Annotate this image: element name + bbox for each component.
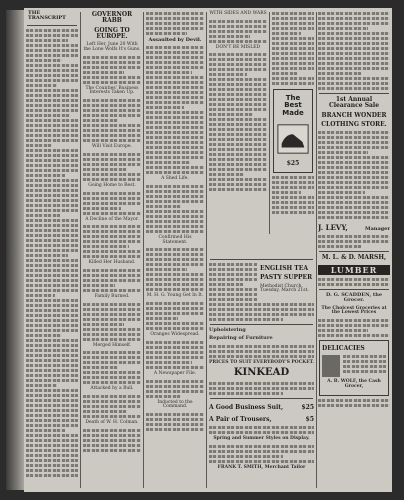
subhead: Going Home to Rest. <box>88 182 136 188</box>
column-2 <box>83 8 141 492</box>
merchant-tailor: FRANK T. SMITH, Merchant Tailor <box>217 465 306 471</box>
subhead: A Decline of the Mayor. <box>85 216 139 222</box>
column-rule <box>316 12 317 488</box>
choicest-groceries: The Choicest Groceries at the Lowest Prices <box>321 305 387 316</box>
subhead: A Shed Life. <box>161 176 189 182</box>
masthead: THE TRANSCRIPT <box>28 10 66 22</box>
delicacies-ad <box>319 340 389 396</box>
prices-pocket: PRICES TO SUIT EVERYBODY'S POCKET. <box>209 359 314 365</box>
lumber-banner: LUMBER <box>318 265 390 275</box>
headline-europe: GOING TO EUROPE. <box>94 26 130 40</box>
subhead: Oranges Widespread. <box>150 332 200 338</box>
column-rule <box>80 12 81 488</box>
newspaper-page <box>24 8 392 492</box>
page-binding-edge <box>6 10 24 490</box>
pair-of-trousers: A Pair of Trousers, <box>209 416 272 424</box>
subhead: Inducted to the Command. <box>157 399 193 410</box>
divider <box>319 289 389 290</box>
subhead: Family Burned. <box>94 293 130 299</box>
grocer-name: D. G. SCADDEN, the Grocer. <box>325 292 383 304</box>
good-business-suit: A Good Business Suit, <box>209 403 284 411</box>
best-made-title: The Best Made <box>282 94 304 117</box>
subhead: M. H. G. Young Get In It. <box>146 293 204 299</box>
subhead: Will Visit Europe. <box>92 144 132 150</box>
column-rule <box>269 12 270 234</box>
english-tea: ENGLISH TEA <box>260 265 308 272</box>
divider <box>319 93 389 94</box>
divider <box>210 259 313 260</box>
wolf-grocer: A. B. WOLF, the Cash Grocer, <box>327 379 381 390</box>
manager-name: J. LEVY, <box>318 223 348 233</box>
divider <box>210 324 313 325</box>
kinkead: KINKEAD <box>233 367 290 379</box>
divider <box>27 25 77 26</box>
subhead: A Newspaper File. <box>153 370 197 376</box>
column-3 <box>146 8 204 492</box>
delicacies-image <box>322 355 340 377</box>
shoe-icon <box>276 122 310 156</box>
best-made-ad <box>273 89 313 173</box>
divider <box>319 251 389 252</box>
column-5 <box>318 8 390 492</box>
divider <box>210 398 313 399</box>
shoe-image <box>276 120 310 158</box>
subhead: Killed Her Husband. <box>88 260 136 266</box>
column-1 <box>26 8 78 492</box>
headline-sides-wars: WITH SIDES AND WARS <box>209 11 267 16</box>
upholstering: Upholstering <box>209 327 246 333</box>
manager-line <box>318 221 390 235</box>
subhead: Confirmed His Statement. <box>158 234 192 245</box>
store-name-line2: CLOTHING STORE. <box>321 120 387 128</box>
subhead: The Counties' Business Interests Taken Up. <box>85 85 139 96</box>
headline-governor: GOVERNOR RABB <box>91 11 133 25</box>
methodist-church: Methodist Church, Tuesday, March 21st. <box>260 283 309 294</box>
headline-misled: DON'T BE MISLED <box>215 44 261 50</box>
store-name-line1: BRANCH WONDER <box>321 111 387 119</box>
price-trousers: $5 <box>305 416 314 424</box>
business-suit-row <box>209 402 314 414</box>
headline-assaulted: Assaulted by Devil. <box>148 37 202 43</box>
column-rule <box>143 12 144 488</box>
manager-title: Manager <box>365 226 390 233</box>
spring-styles: Spring and Summer Styles on Display. <box>213 436 310 442</box>
delicacies-title: DELICACIES <box>322 345 365 353</box>
repairing-furniture: Repairing of Furniture <box>209 335 273 342</box>
column-4 <box>209 8 267 253</box>
marsh-name: M. L. & D. MARSH, <box>321 254 387 262</box>
column-1-text <box>26 29 78 477</box>
subhead: Left Her, June 20 With the Lone Wolfs It's Guns. <box>83 42 141 52</box>
price-suit: $25 <box>301 403 314 411</box>
delicacies-body <box>322 355 386 377</box>
ad-price: $25 <box>286 160 300 168</box>
pasty-supper: PASTY SUPPER <box>260 274 313 282</box>
subhead: Merged Himself. <box>92 342 132 348</box>
subhead: Attacked by a Bull. <box>90 386 134 392</box>
tea-row <box>209 263 314 303</box>
column-4b <box>272 8 314 253</box>
subhead: Death of W. H. Colman. <box>85 420 139 426</box>
trousers-row <box>209 414 314 426</box>
lower-center-ads <box>209 256 314 492</box>
clearance-sale-title: 1st Annual Clearance Sale <box>328 96 380 110</box>
column-rule <box>206 12 207 488</box>
